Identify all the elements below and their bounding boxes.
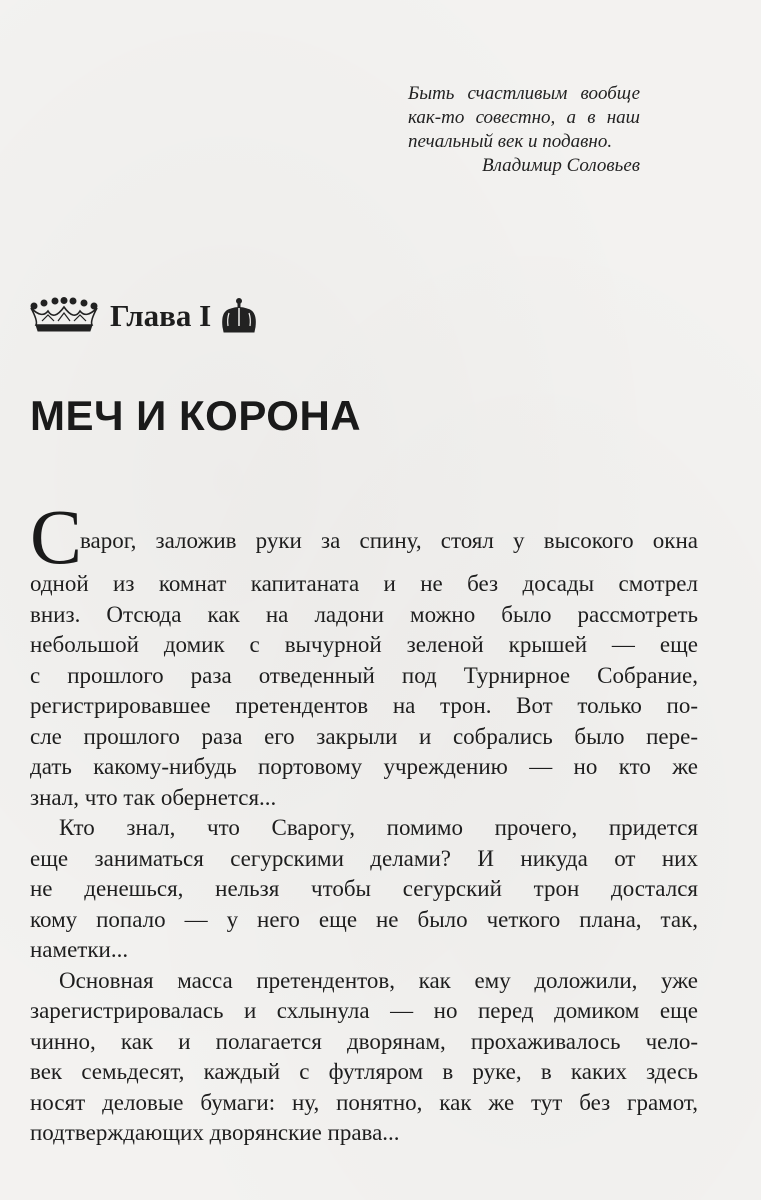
- text-line: подтверждающих дворянские права...: [30, 1120, 400, 1145]
- text-line: небольшой домик с вычурной зеленой крышей — еще: [30, 632, 698, 657]
- epigraph: [408, 82, 640, 178]
- text-line: носят деловые бумаги: ну, понятно, как же тут без грамот,: [30, 1089, 698, 1115]
- first-paragraph-opening: [30, 493, 698, 580]
- epigraph-line: печальный век и подавно.: [408, 131, 613, 152]
- text-line: вниз. Отсюда как на ладони можно было рассмотреть: [30, 601, 698, 627]
- text-line: с прошлого раза отведенный под Турнирное Собрание,: [30, 662, 698, 688]
- epigraph-line: как-то совестно, а в наш: [408, 107, 640, 128]
- epigraph-line: Быть счастливым вообще: [408, 83, 640, 104]
- text-line: не денешься, нельзя чтобы сегурский трон достался: [30, 876, 698, 901]
- text-line: дать какому-нибудь портовому учреждению — но кто же: [30, 754, 698, 779]
- epigraph-author: Владимир Соловьев: [481, 155, 640, 176]
- text-line: регистрировавшее претендентов на трон. Вот только по-: [30, 693, 698, 718]
- crown-icon: [28, 297, 100, 335]
- text-line: наметки...: [30, 937, 129, 962]
- text-line: Основная масса претендентов, как ему доложили, уже: [59, 967, 698, 993]
- chapter-label: Глава I: [110, 298, 212, 333]
- body-text: [30, 493, 698, 1149]
- drop-cap: С: [30, 493, 83, 580]
- text-line: Кто знал, что Сварогу, помимо прочего, придется: [59, 815, 698, 840]
- text-line: еще заниматься сегурскими делами? И никуда от них: [30, 845, 698, 871]
- text-line: одной из комнат капитаната и не без досады смотрел: [30, 571, 698, 596]
- text-line: век семьдесят, каждый с футляром в руке, в каких здесь: [30, 1059, 698, 1084]
- text-line: сле прошлого раза его закрыли и собрались было пере-: [30, 723, 698, 749]
- chapter-heading: [28, 292, 259, 340]
- chapter-title: МЕЧ И КОРОНА: [30, 392, 362, 439]
- text-line: знал, что так обернется...: [30, 784, 277, 810]
- text-line: зарегистрировалась и схлынула — но перед домиком еще: [30, 998, 698, 1023]
- crown-icon: [219, 297, 259, 335]
- text-line: чинно, как и полагается дворянам, прохаживалось чело-: [30, 1028, 698, 1054]
- text-line: варог, заложив руки за спину, стоял у высокого окна: [80, 528, 698, 553]
- text-line: кому попало — у него еще не было четкого плана, так,: [30, 906, 698, 932]
